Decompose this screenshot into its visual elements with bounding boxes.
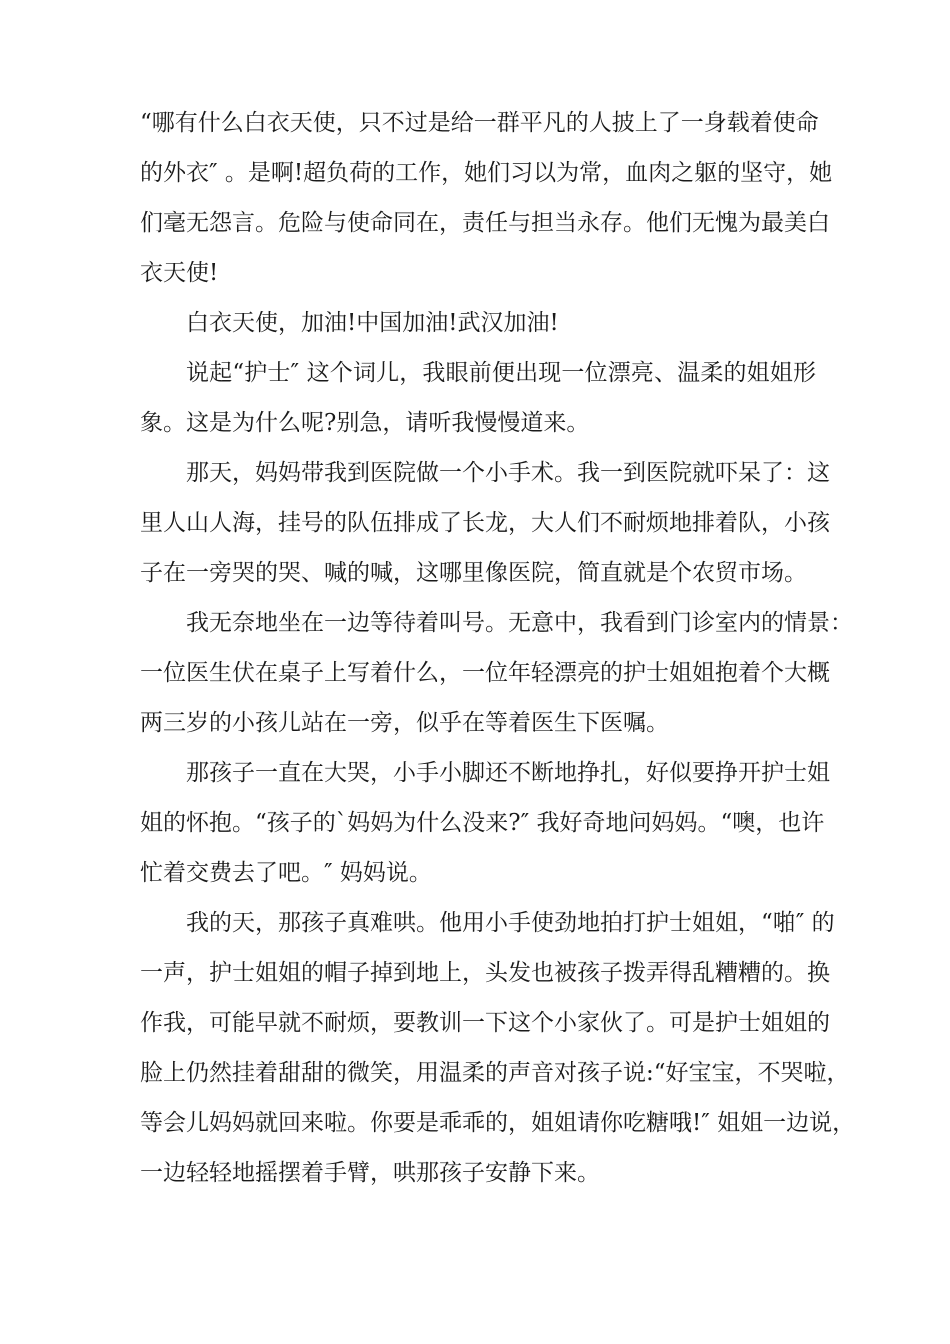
text-line: 等会儿妈妈就回来啦。你要是乖乖的，姐姐请你吃糖哦!″ 姐姐一边说， xyxy=(140,1110,856,1136)
text-line: 忙着交费去了吧。″ 妈妈说。 xyxy=(140,860,432,886)
text-line: 一边轻轻地摇摆着手臂，哄那孩子安静下来。 xyxy=(140,1160,600,1186)
text-line: “哪有什么白衣天使，只不过是给一群平凡的人披上了一身载着使命 xyxy=(140,110,819,136)
text-line: 一声，护士姐姐的帽子掉到地上，头发也被孩子拨弄得乱糟糟的。换 xyxy=(140,960,830,986)
text-line: 那孩子一直在大哭，小手小脚还不断地挣扎，好似要挣开护士姐 xyxy=(186,760,830,786)
text-line: 作我，可能早就不耐烦，要教训一下这个小家伙了。可是护士姐姐的 xyxy=(140,1010,830,1036)
text-line: 子在一旁哭的哭、喊的喊，这哪里像医院，简直就是个农贸市场。 xyxy=(140,560,807,586)
text-line: 里人山人海，挂号的队伍排成了长龙，大人们不耐烦地排着队，小孩 xyxy=(140,510,830,536)
text-line: 一位医生伏在桌子上写着什么，一位年轻漂亮的护士姐姐抱着个大概 xyxy=(140,660,830,686)
text-line: 姐的怀抱。“孩子的`妈妈为什么没来?″ 我好奇地问妈妈。“噢，也许 xyxy=(140,810,825,836)
text-line: 那天，妈妈带我到医院做一个小手术。我一到医院就吓呆了：这 xyxy=(186,460,830,486)
text-line: 我无奈地坐在一边等待着叫号。无意中，我看到门诊室内的情景： xyxy=(186,610,853,636)
text-line: 两三岁的小孩儿站在一旁，似乎在等着医生下医嘱。 xyxy=(140,710,669,736)
text-line: 脸上仍然挂着甜甜的微笑，用温柔的声音对孩子说:“好宝宝，不哭啦， xyxy=(140,1060,850,1086)
text-line: 的外衣″ 。是啊!超负荷的工作，她们习以为常，血肉之躯的坚守，她 xyxy=(140,160,833,186)
text-line: 象。这是为什么呢?别急，请听我慢慢道来。 xyxy=(140,410,590,436)
text-line: 说起“护士″ 这个词儿，我眼前便出现一位漂亮、温柔的姐姐形 xyxy=(186,360,816,386)
text-line: 白衣天使，加油!中国加油!武汉加油! xyxy=(186,310,559,336)
text-line: 我的天，那孩子真难哄。他用小手使劲地拍打护士姐姐，“啪″ 的 xyxy=(186,910,835,936)
document-body xyxy=(140,98,856,1198)
text-line: 们毫无怨言。危险与使命同在，责任与担当永存。他们无愧为最美白 xyxy=(140,210,830,236)
text-line: 衣天使! xyxy=(140,260,219,286)
